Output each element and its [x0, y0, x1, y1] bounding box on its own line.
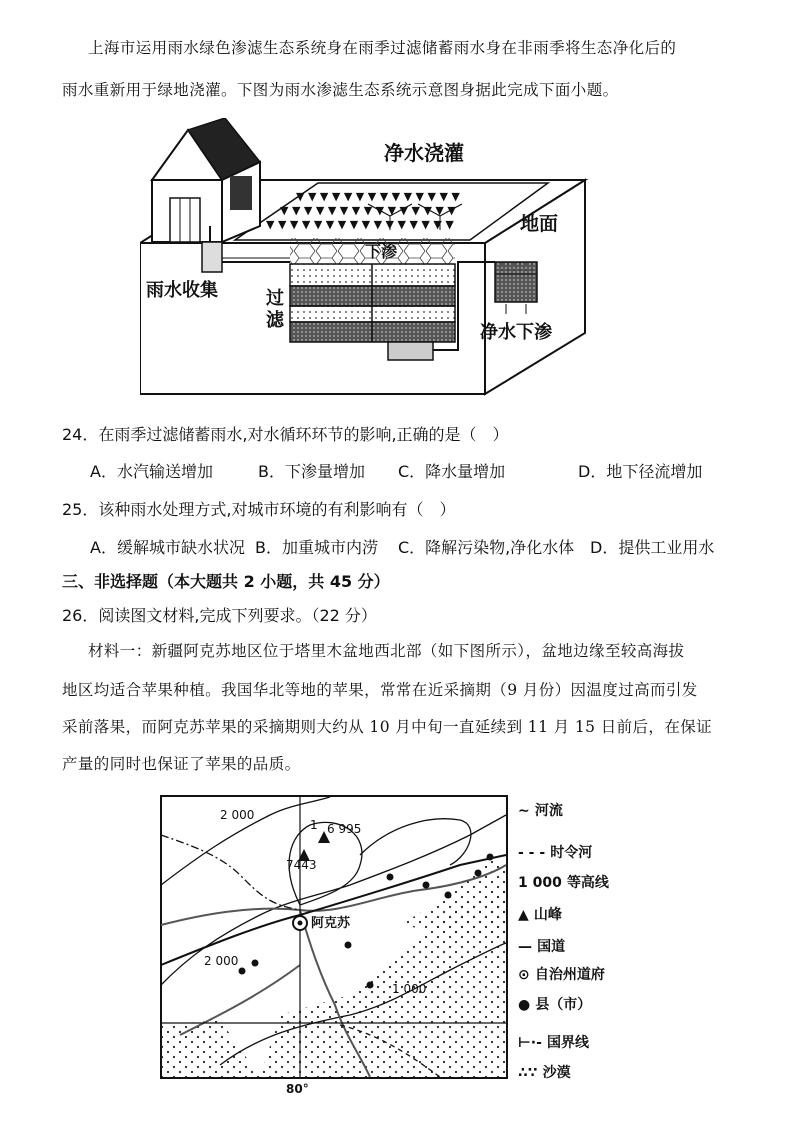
- svg-text:▼ ▼ ▼ ▼ ▼ ▼ ▼ ▼ ▼ ▼ ▼ ▼ ▼ ▼ ▼: ▼ ▼ ▼ ▼ ▼ ▼ ▼ ▼ ▼ ▼ ▼ ▼ ▼ ▼ ▼: [280, 204, 456, 217]
- collection-tank: [202, 242, 222, 272]
- river-icon: ∼: [518, 803, 530, 819]
- intro-line-1: 上海市运用雨水绿色渗滤生态系统身在雨季过滤储蓄雨水身在非雨季将生态净化后的: [88, 39, 677, 57]
- label-ground: 地面: [520, 213, 559, 235]
- q26-material-line-3: 采前落果，而阿克苏苹果的采摘期则大约从 10 月中旬一直延续到 11 月 15 日前后，在保证: [62, 718, 713, 736]
- label-seep: 下渗: [365, 242, 398, 261]
- legend-contour: 等高线: [566, 875, 609, 891]
- storage-tank: [388, 342, 433, 360]
- filter-layers: [290, 264, 455, 342]
- q25-option-b: B．加重城市内涝: [255, 538, 378, 557]
- q26-material-line-1: 材料一：新疆阿克苏地区位于塔里木盆地西北部（如下图所示），盆地边缘至较高海拔: [88, 642, 685, 660]
- q26-material-line-2: 地区均适合苹果种植。我国华北等地的苹果，常常在近采摘期（9 月份）因温度过高而引发: [62, 681, 698, 699]
- q24-stem: 24．在雨季过滤储蓄雨水,对水循环环节的影响,正确的是（ ）: [62, 425, 509, 444]
- label-filter-1: 过: [266, 288, 284, 309]
- peak-legend-icon: ▲: [518, 907, 529, 923]
- map-legend: [518, 800, 638, 1090]
- section-3-heading: 三、非选择题（本大题共 2 小题，共 45 分）: [62, 572, 390, 591]
- legend-county: 县（市）: [535, 997, 592, 1013]
- q24-option-a: A．水汽输送增加: [90, 462, 213, 481]
- legend-national-road: 国道: [537, 939, 566, 955]
- q26-material-line-4: 产量的同时也保证了苹果的品质。: [62, 755, 301, 773]
- q25-option-d: D．提供工业用水: [590, 538, 715, 557]
- contour-label-2000-top: 2 000: [220, 808, 255, 822]
- county-legend-icon: ●: [518, 997, 531, 1013]
- legend-peak: 山峰: [533, 907, 562, 923]
- q24-option-c: C．降水量增加: [398, 462, 506, 481]
- prefecture-legend-icon: ⊙: [518, 967, 530, 983]
- label-collect: 雨水收集: [146, 280, 218, 301]
- road-legend-icon: —: [518, 939, 532, 955]
- seasonal-river-icon: - - -: [518, 845, 546, 861]
- longitude-label: 80°: [286, 1082, 309, 1095]
- label-irrigation: 净水浇灌: [384, 141, 464, 165]
- svg-text:▼ ▼ ▼ ▼ ▼ ▼ ▼ ▼ ▼ ▼ ▼ ▼ ▼ ▼: ▼ ▼ ▼ ▼ ▼ ▼ ▼ ▼ ▼ ▼ ▼ ▼ ▼ ▼: [296, 190, 460, 203]
- q25-option-a: A．缓解城市缺水状况: [90, 538, 245, 557]
- peak-label-6995: 6 995: [327, 822, 362, 836]
- contour-label-1000: 1 000: [392, 982, 427, 996]
- q26-stem: 26．阅读图文材料,完成下列要求。（22 分）: [62, 606, 377, 625]
- legend-border: 国界线: [547, 1035, 590, 1051]
- aksu-map: [160, 795, 510, 1095]
- rainwater-filtration-diagram: [140, 118, 650, 403]
- legend-contour-sample: 1 000: [518, 875, 562, 891]
- q24-option-d: D．地下径流增加: [578, 462, 703, 481]
- contour-label-2000-left: 2 000: [204, 954, 239, 968]
- q25-option-c: C．降解污染物,净化水体: [398, 538, 575, 557]
- svg-text:▼ ▼ ▼ ▼ ▼ ▼ ▼ ▼ ▼ ▼ ▼ ▼ ▼ ▼ ▼: ▼ ▼ ▼ ▼ ▼ ▼ ▼ ▼ ▼ ▼ ▼ ▼ ▼ ▼ ▼ ▼: [266, 218, 454, 231]
- desert-legend-icon: ∴∵: [518, 1065, 538, 1081]
- q25-stem: 25．该种雨水处理方式,对城市环境的有利影响有（ ）: [62, 500, 456, 519]
- border-legend-icon: ⊢·-: [518, 1035, 542, 1051]
- q24-option-b: B．下渗量增加: [258, 462, 365, 481]
- legend-river: 河流: [534, 803, 563, 819]
- peak-label-7443: 7443: [286, 858, 317, 872]
- peak-prefix: 1: [310, 818, 318, 832]
- label-filter-2: 滤: [266, 310, 284, 331]
- intro-line-2: 雨水重新用于绿地浇灌。下图为雨水渗滤生态系统示意图身据此完成下面小题。: [62, 81, 619, 99]
- legend-seasonal-river: 时令河: [550, 845, 593, 861]
- house-icon: [152, 118, 260, 242]
- city-label-aksu: 阿克苏: [311, 916, 351, 931]
- legend-desert: 沙漠: [542, 1065, 571, 1081]
- legend-prefecture: 自治州道府: [534, 967, 605, 983]
- grass-marks: [266, 190, 460, 231]
- label-clean-seep: 净水下渗: [480, 322, 552, 343]
